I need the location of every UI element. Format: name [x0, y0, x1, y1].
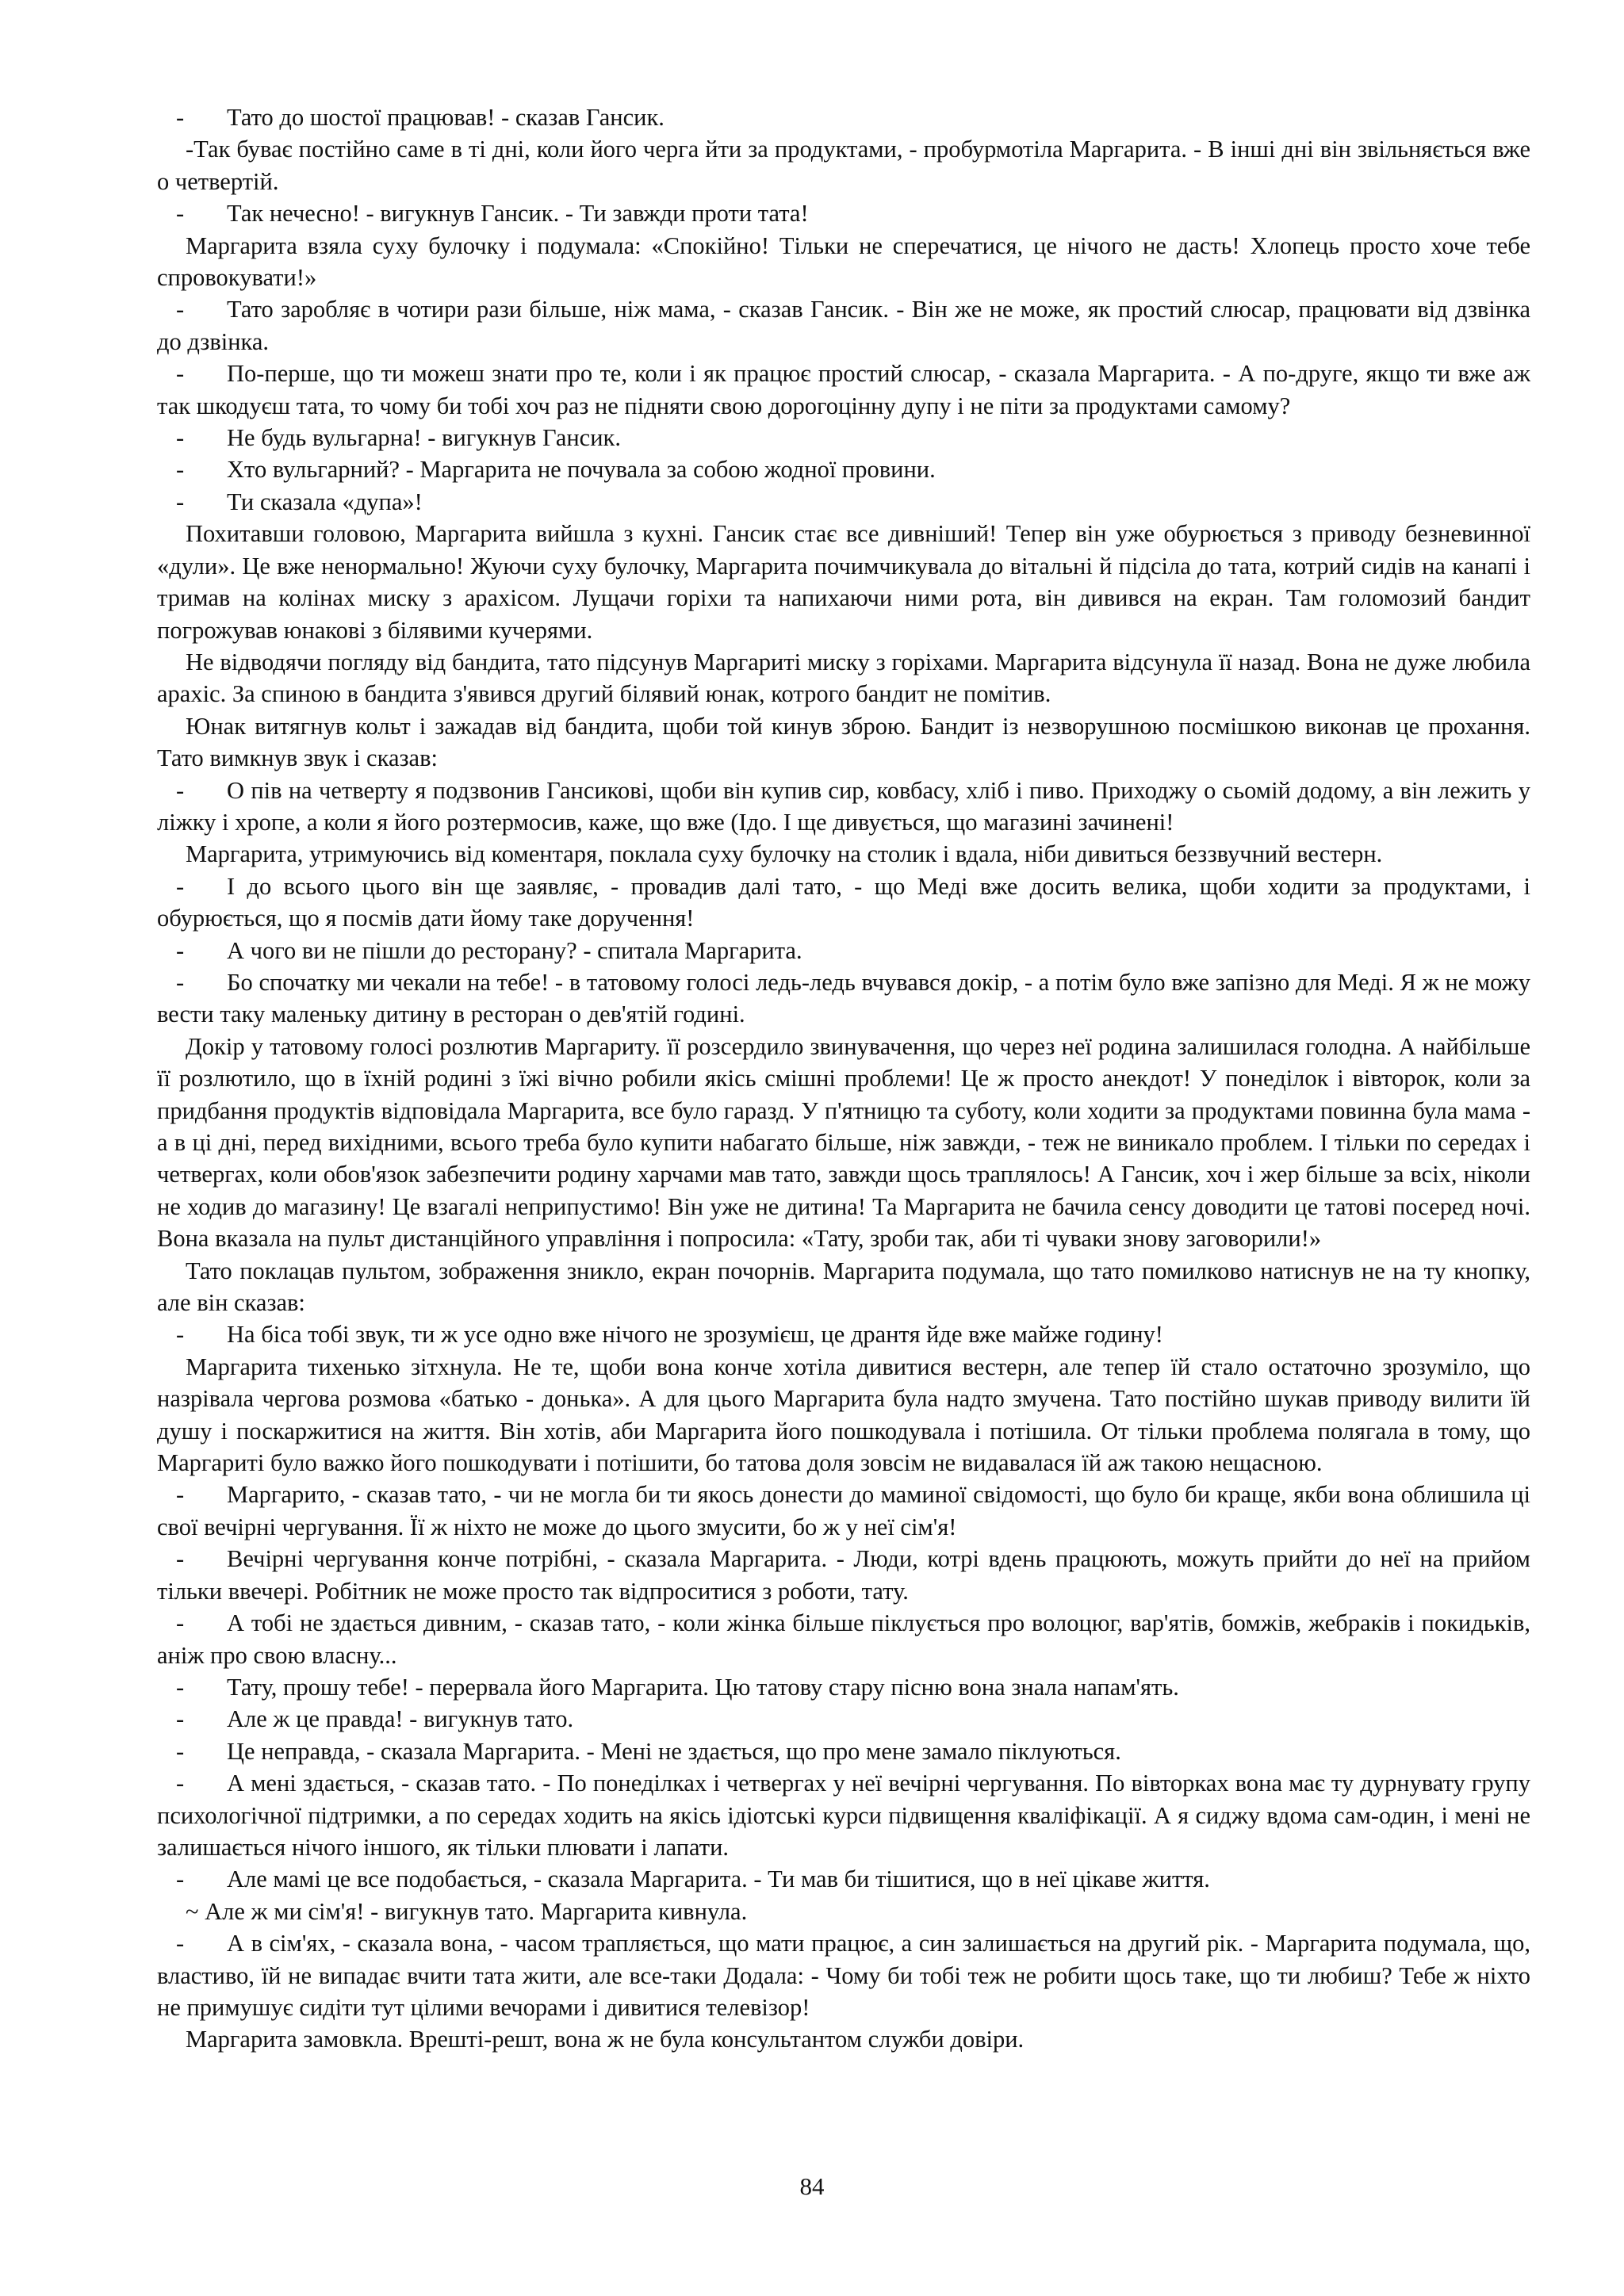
- paragraph-text: Маргарито, - сказав тато, - чи не могла би ти якось донести до маминої свідомості, що було би краще, якби вона облишила ці свої вечірні чергування. Її ж ніхто не може до цього змусити, бо ж у неї сім'я!: [157, 1481, 1530, 1540]
- paragraph: [157, 1318, 1530, 1350]
- paragraph-text: О пів на четверту я подзвонив Гансикові, щоби він купив сир, ковбасу, хліб і пиво. Приходжу о сьомій додому, а він лежить у ліжку і хропе, а коли я його розтермосив, каже, що вже (Ідо. І ще дивується, що магазині зачинені!: [157, 776, 1530, 836]
- paragraph-text: А тобі не здається дивним, - сказав тато, - коли жінка більше піклується про волоцюг, вар'ятів, бомжів, жебраків і покидьків, аніж про свою власну...: [157, 1609, 1530, 1669]
- paragraph-text: І до всього цього він ще заявляє, - провадив далі тато, - що Меді вже досить велика, щоби ходити за продуктами, і обурюється, що я посмів дати йому таке доручення!: [157, 872, 1530, 932]
- paragraph: [157, 1703, 1530, 1735]
- paragraph-text: А мені здається, - сказав тато. - По понеділках і четвергах у неї вечірні чергування. По вівторках вона має ту дурнувату групу психологічної підтримки, а по середах ходить на якісь ідіотські курси підвищення кваліфікації. А я сиджу вдома сам-один, і мені не залишається нічого іншого, як тільки плювати і лапати.: [157, 1770, 1530, 1861]
- paragraph: ~ Але ж ми сім'я! - вигукнув тато. Маргарита кивнула.: [186, 1897, 748, 1925]
- paragraph: [157, 293, 1530, 358]
- paragraph: [157, 358, 1530, 422]
- paragraph: [157, 197, 1530, 229]
- dialogue-dash: -: [176, 1930, 185, 1957]
- dialogue-dash: -: [176, 1705, 185, 1733]
- dialogue-dash: -: [176, 1866, 185, 1893]
- dialogue-dash: -: [176, 1321, 185, 1349]
- dialogue-dash: -: [176, 1545, 185, 1573]
- paragraph-text: А чого ви не пішли до ресторану? - спитала Маргарита.: [227, 936, 802, 964]
- dialogue-dash: -: [176, 200, 185, 228]
- paragraph: [157, 486, 1530, 518]
- paragraph: Похитавши головою, Маргарита вийшла з кухні. Гансик стає все дивніший! Тепер він уже обурюється з приводу безневинної «дули». Це вже ненормально! Жуючи суху булочку, Маргарита почимчикувала до вітальні й підсіла до тата, котрий сидів на канапі і тримав на колінах миску з арахісом. Лущачи горіхи та напихаючи ними рота, він дивився на екран. Там голомозий бандит погрожував юнакові з білявими кучерями.: [157, 520, 1530, 644]
- dialogue-dash: -: [176, 936, 185, 964]
- dialogue-dash: -: [176, 1770, 185, 1797]
- paragraph-text: Так нечесно! - вигукнув Гансик. - Ти завжди проти тата!: [227, 200, 809, 228]
- dialogue-dash: -: [176, 296, 185, 323]
- paragraph: Юнак витягнув кольт і зажадав від бандита, щоби той кинув зброю. Бандит із незворушною посмішкою виконав це прохання. Тато вимкнув звук і сказав:: [157, 712, 1530, 772]
- paragraph: [157, 871, 1530, 935]
- paragraph: Маргарита замовкла. Врешті-решт, вона ж не була консультантом служби довіри.: [186, 2026, 1025, 2053]
- paragraph: [157, 1927, 1530, 2023]
- paragraph: Тато поклацав пультом, зображення зникло, екран почорнів. Маргарита подумала, що тато помилково натиснув не на ту кнопку, але він сказав:: [157, 1257, 1530, 1317]
- paragraph: [157, 453, 1530, 485]
- paragraph: [157, 422, 1530, 453]
- paragraph-text: А в сім'ях, - сказала вона, - часом трапляється, що мати працює, а син залишається на другий рік. - Маргарита подумала, що, властиво, їй не випадає вчити тата жити, але все-таки Додала: - Чому би тобі теж не робити щось таке, що ти любиш? Тебе ж ніхто не примушує сидіти тут цілими вечорами і дивитися телевізор!: [157, 1930, 1530, 2021]
- paragraph: [157, 1607, 1530, 1671]
- dialogue-dash: -: [176, 424, 185, 452]
- paragraph: Маргарита тихенько зітхнула. Не те, щоби вона конче хотіла дивитися вестерн, але тепер їй стало остаточно зрозуміло, що назрівала чергова розмова «батько - донька». А для цього Маргарита була надто змучена. Тато постійно шукав приводу вилити їй душу і поскаржитися на життя. Він хотів, аби Маргарита його пошкодувала і потішила. От тільки проблема полягала в тому, що Маргариті було важко його пошкодувати і потішити, бо татова доля зовсім не видавалася їй аж такою нещасною.: [157, 1353, 1530, 1477]
- paragraph-text: По-перше, що ти можеш знати про те, коли і як працює простий слюсар, - сказала Маргарита. - А по-друге, якщо ти вже аж так шкодуєш тата, то чому би тобі хоч раз не підняти свою дорогоцінну дупу і не піти за продуктами самому?: [157, 360, 1530, 419]
- paragraph-text: Але ж це правда! - вигукнув тато.: [227, 1705, 574, 1733]
- paragraph: [157, 966, 1530, 1031]
- paragraph: [157, 1735, 1530, 1767]
- paragraph: [157, 1863, 1530, 1895]
- paragraph: -Так буває постійно саме в ті дні, коли його черга йти за продуктами, - пробурмотіла Маргарита. - В інші дні він звільняється вже о четвертій.: [157, 136, 1530, 195]
- paragraph: [157, 775, 1530, 839]
- paragraph-text: Тату, прошу тебе! - перервала його Маргарита. Цю татову стару пісню вона знала напам'ять.: [227, 1673, 1179, 1701]
- dialogue-dash: -: [176, 360, 185, 388]
- paragraph: [157, 1479, 1530, 1543]
- dialogue-dash: -: [176, 968, 185, 996]
- paragraph-text: Але мамі це все подобається, - сказала Маргарита. - Ти мав би тішитися, що в неї цікаве життя.: [227, 1866, 1210, 1893]
- paragraph-text: Не будь вульгарна! - вигукнув Гансик.: [227, 424, 621, 452]
- paragraph: Маргарита, утримуючись від коментаря, поклала суху булочку на столик і вдала, ніби дивиться беззвучний вестерн.: [186, 840, 1383, 868]
- paragraph-text: Тато заробляє в чотири рази більше, ніж мама, - сказав Гансик. - Він же не може, як простий слюсар, працювати від дзвінка до дзвінка.: [157, 296, 1530, 355]
- paragraph-text: Це неправда, - сказала Маргарита. - Мені не здається, що про мене замало піклуються.: [227, 1737, 1121, 1765]
- paragraph: Маргарита взяла суху булочку і подумала: «Спокійно! Тільки не сперечатися, це нічого не дасть! Хлопець просто хоче тебе спровокувати!»: [157, 232, 1530, 292]
- paragraph: [157, 1767, 1530, 1863]
- paragraph-text: Вечірні чергування конче потрібні, - сказала Маргарита. - Люди, котрі вдень працюють, можуть прийти до неї на прийом тільки ввечері. Робітник не може просто так відпроситися з роботи, тату.: [157, 1545, 1530, 1605]
- dialogue-dash: -: [176, 104, 185, 131]
- page-number: 84: [799, 2172, 825, 2200]
- paragraph: [157, 101, 1530, 133]
- dialogue-dash: -: [176, 872, 185, 900]
- paragraph-text: Тато до шостої працював! - сказав Гансик.: [227, 104, 665, 131]
- dialogue-dash: -: [176, 1481, 185, 1509]
- paragraph-text: На біса тобі звук, ти ж усе одно вже нічого не зрозумієш, це дрантя йде вже майже годину!: [227, 1321, 1163, 1349]
- dialogue-dash: -: [176, 1737, 185, 1765]
- dialogue-dash: -: [176, 1609, 185, 1637]
- paragraph-text: Бо спочатку ми чекали на тебе! - в татовому голосі ледь-ледь вчувався докір, - а потім було вже запізно для Меді. Я ж не можу вести таку маленьку дитину в ресторан о дев'ятій годині.: [157, 968, 1530, 1028]
- dialogue-dash: -: [176, 1673, 185, 1701]
- paragraph: [157, 1543, 1530, 1607]
- paragraph-text: Хто вульгарний? - Маргарита не почувала за собою жодної провини.: [227, 456, 936, 484]
- page-body: [157, 101, 1530, 2056]
- paragraph-text: Ти сказала «дупа»!: [227, 488, 423, 515]
- paragraph: [157, 1671, 1530, 1703]
- paragraph: Не відводячи погляду від бандита, тато підсунув Маргариті миску з горіхами. Маргарита відсунула її назад. Вона не дуже любила арахіс. За спиною в бандита з'явився другий білявий юнак, котрого бандит не помітив.: [157, 648, 1530, 708]
- dialogue-dash: -: [176, 776, 185, 804]
- paragraph: [157, 935, 1530, 966]
- dialogue-dash: -: [176, 488, 185, 515]
- dialogue-dash: -: [176, 456, 185, 484]
- paragraph: Докір у татовому голосі розлютив Маргариту. її розсердило звинувачення, що через неї родина залишилася голодна. А найбільше її розлютило, що в їхній родині з їжі вічно робили якісь смішні проблеми! Це ж просто анекдот! У понеділок і вівторок, коли за придбання продуктів відповідала Маргарита, все було гаразд. У п'ятницю та суботу, коли ходити за продуктами повинна була мама - а в ці дні, перед вихідними, всього треба було купити набагато більше, ніж завжди, - теж не виникало проблем. І тільки по середах і четвергах, коли обов'язок забезпечити родину харчами мав тато, завжди щось траплялось! А Гансик, хоч і жер більше за всіх, ніколи не ходив до магазину! Це взагалі неприпустимо! Він уже не дитина! Та Маргарита не бачила сенсу доводити це татові посеред ночі. Вона вказала на пульт дистанційного управління і попросила: «Тату, зроби так, аби ті чуваки знову заговорили!»: [157, 1032, 1530, 1253]
